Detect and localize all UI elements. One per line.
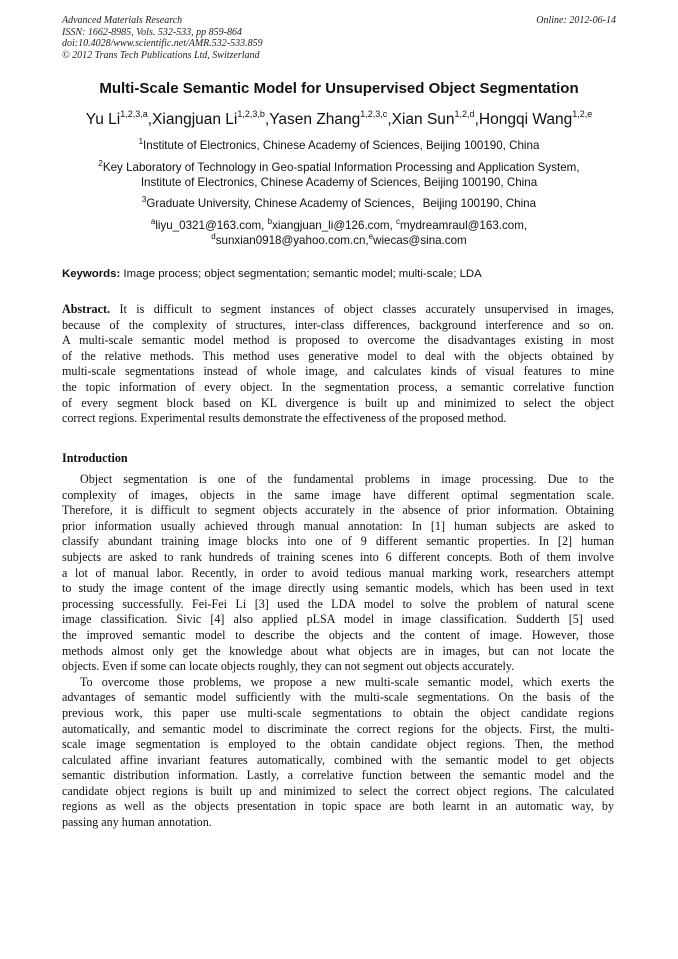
affiliation-3: [62, 196, 616, 211]
email-address: xiangjuan_li@126.com,: [272, 219, 397, 232]
copyright-line: © 2012 Trans Tech Publications Ltd, Switzerland: [62, 49, 260, 61]
abstract-label: Abstract.: [62, 302, 111, 316]
email-marker: b: [267, 217, 273, 226]
paragraph-line: processing successfully. Fei-Fei Li [3] used the LDA model to solve the problem of natural scene: [62, 596, 614, 611]
paragraph-line: automatically, and semantic model to discriminate the correct regions for the objects. First, the multi-: [62, 721, 614, 736]
email-list: [62, 218, 616, 248]
author-affiliation-marker: 1,2,3,c: [360, 109, 388, 119]
author-name: Yasen Zhang: [269, 111, 361, 128]
section-heading-introduction: Introduction: [62, 451, 128, 465]
abstract-line: A multi-scale semantic model method is proposed to overcome the disadvantages existing in most: [62, 333, 614, 348]
email-marker: e: [368, 232, 374, 241]
paragraph-line: complexity of images, objects in the same image have different optimal segmentation scale.: [62, 487, 614, 502]
paper-title: Multi-Scale Semantic Model for Unsupervised Object Segmentation: [99, 80, 579, 97]
author-name: Xiangjuan Li: [152, 111, 238, 128]
paragraph-line: To overcome those problems, we propose a new multi-scale semantic model, which exerts the: [80, 674, 614, 689]
author-affiliation-marker: 1,2,e: [572, 109, 593, 119]
email-address: mydreamraul@163.com,: [400, 219, 528, 232]
affiliation-text: Key Laboratory of Technology in Geo-spatial Information Processing and Application System,: [102, 161, 580, 174]
journal-name: Advanced Materials Research: [62, 15, 183, 26]
author-affiliation-marker: 1,2,3,b: [237, 109, 265, 119]
author-separator: ,: [264, 111, 270, 128]
paragraph-line: subjects are asked to rank hundreds of training scenes into 6 different concepts. Both of them involve: [62, 549, 614, 564]
abstract-line: of every segment block based on KL divergence is built up and minimized to select the object: [62, 395, 614, 410]
email-address: liyu_0321@163.com,: [155, 219, 268, 232]
email-address: wiecas@sina.com: [373, 234, 467, 247]
author-name: Yu Li: [85, 111, 121, 128]
email-marker: d: [211, 232, 216, 241]
keywords-line: [62, 268, 616, 280]
email-marker: a: [150, 217, 156, 226]
paragraph-line: regions as well as the objects presentation in topic space are both learnt in an automatic way, by: [62, 799, 614, 814]
author-separator: ,: [147, 111, 153, 128]
paragraph-line: the improved semantic model to describe the objects and the content of image. However, those: [62, 627, 614, 642]
paragraph-line: a lot of manual labor. Recently, in order to avoid tedious manual marking work, researchers attempt: [62, 565, 614, 580]
paragraph-line: candidate object regions is built up and minimized to select the correct object regions. The calculated: [62, 783, 614, 798]
abstract-line: multi-scale segmentations instead of whole image, and calculates kinds of visual features to mine: [62, 364, 614, 379]
email-marker: c: [396, 217, 401, 226]
paragraph-line: objects. Even if some can locate objects roughly, they can not segment out objects accurately.: [62, 659, 515, 674]
paragraph-line: image classification. Sivic [4] also applied pLSA model in image classification. Sudderth [5] used: [62, 612, 614, 627]
author-list: [50, 111, 628, 129]
author-affiliation-marker: 1,2,d: [454, 109, 475, 119]
doi-line: doi:10.4028/www.scientific.net/AMR.532-533.859: [62, 38, 263, 49]
keywords-text: Image process; object segmentation; semantic model; multi-scale; LDA: [120, 268, 482, 280]
abstract: [62, 302, 614, 427]
journal-header: [62, 15, 616, 61]
paragraph-line: scale image segmentation is employed to the obtain candidate object regions. Then, the method: [62, 737, 614, 752]
paragraph-line: Object segmentation is one of the fundamental problems in image processing. Due to the: [80, 472, 614, 486]
author-affiliation-marker: 1,2,3,a: [120, 109, 148, 119]
paragraph-line: classify abundant training image blocks into one of 9 different semantic properties. In [2] human: [62, 534, 614, 549]
paragraph-line: Therefore, it is difficult to segment objects accurately in the absence of prior information. Obtaining: [62, 503, 614, 518]
author-separator: ,: [474, 111, 479, 128]
paragraph-line: previous work, this paper use multi-scale segmentations to obtain the object candidate regions: [62, 705, 614, 720]
abstract-line: Abstract. It is difficult to segment instances of object classes accurately unsupervised in images,: [62, 302, 614, 316]
affiliation-text: Institute of Electronics, Chinese Academy of Sciences, Beijing 100190, China: [140, 176, 538, 189]
online-date: Online: 2012-06-14: [536, 15, 616, 26]
abstract-line: of the relative methods. This method uses generative model to deal with the objects obtained by: [62, 348, 614, 363]
affiliation-text: Institute of Electronics, Chinese Academy of Sciences, Beijing 100190, China: [143, 139, 540, 152]
paragraph-line: prior information usually achieved through manual annotation: In [1] human subjects are asked to: [62, 518, 614, 533]
paragraph-line: to study the image content of the image directly using semantic models, which has been used in text: [62, 581, 614, 596]
affiliation-text: Graduate University, Chinese Academy of Sciences，Beijing 100190, China: [146, 197, 537, 210]
keywords-label: Keywords:: [62, 268, 121, 280]
abstract-line: correct regions. Experimental results demonstrate the effectiveness of the proposed method.: [62, 411, 507, 426]
paragraph-line: methods almost only get the knowledge about what objects are in images, but can not locate the: [62, 643, 614, 658]
affiliation-marker: 2: [98, 159, 103, 168]
introduction-body: [62, 472, 614, 831]
affiliation-marker: 1: [138, 137, 144, 146]
affiliation-marker: 3: [141, 195, 147, 204]
author-name: Xian Sun: [391, 111, 455, 128]
issn-line: ISSN: 1662-8985, Vols. 532-533, pp 859-864: [62, 26, 242, 38]
email-address: sunxian0918@yahoo.com.cn,: [215, 234, 369, 247]
paragraph-line: semantic distribution information. Lastly, a correlative function between the semantic model and the: [62, 768, 614, 783]
affiliation-1: [62, 138, 616, 153]
paragraph-line: advantages of semantic model sufficiently with the multi-scale segmentations. On the basis of the: [62, 690, 614, 705]
author-name: Hongqi Wang: [478, 111, 573, 128]
affiliation-2: [62, 160, 616, 190]
author-separator: ,: [387, 111, 392, 128]
abstract-line: the topic information of every object. In the segmentation process, a semantic correlative function: [62, 379, 614, 394]
paragraph-line: passing any human annotation.: [62, 815, 212, 830]
paragraph-line: calculated affine invariant features automatically, combined with the semantic model to get objects: [62, 752, 614, 767]
abstract-line: because of the complexity of structures, inter-class differences, background interference and so on.: [62, 317, 614, 332]
